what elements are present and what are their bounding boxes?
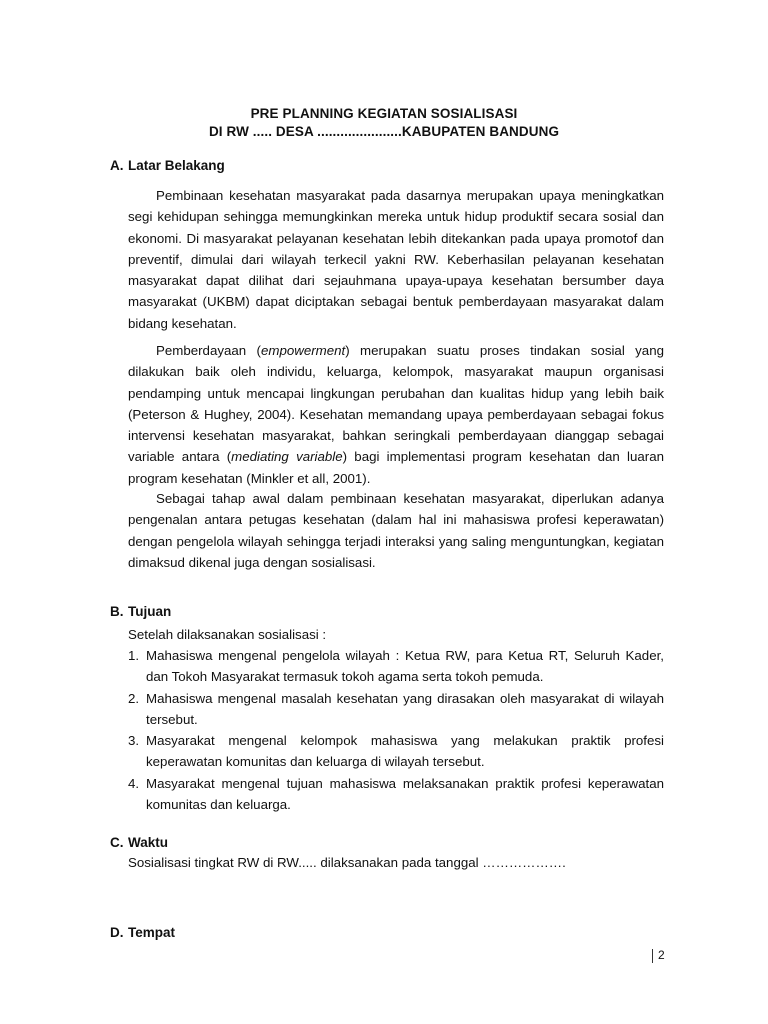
section-a-title: Latar Belakang: [128, 158, 225, 173]
section-d-letter: D.: [110, 925, 124, 940]
section-a-paragraph-3: Sebagai tahap awal dalam pembinaan kesehatan masyarakat, diperlukan adanya pengenalan antara petugas kesehatan (dalam hal ini mahasiswa profesi keperawatan) dengan pengelola wilayah sehingga terjadi interaksi yang saling menguntungkan, kegiatan dimaksud dikenal juga dengan sosialisasi.: [128, 491, 664, 570]
list-item-text: Mahasiswa mengenal pengelola wilayah : Ketua RW, para Ketua RT, Seluruh Kader, dan Tokoh Masyarakat termasuk tokoh agama serta tokoh pemuda.: [146, 648, 664, 685]
page-number: [652, 948, 665, 963]
paragraph-2-text-a: Pemberdayaan (: [156, 343, 261, 358]
list-item: [128, 645, 664, 688]
section-b-heading: [110, 604, 171, 619]
list-item: [128, 730, 664, 773]
objectives-list: [128, 645, 664, 815]
section-c-title: Waktu: [128, 835, 168, 850]
page-number-divider: [652, 949, 653, 963]
paragraph-2-text-b: ) merupakan suatu proses tindakan sosial yang dilakukan baik oleh individu, keluarga, kelompok, masyarakat maupun organisasi pendamping untuk mencapai lingkungan perubahan dan kualitas hidup yang lebih baik (Peterson & Hughey, 2004). Kesehatan memandang upaya pemberdayaan sebagai fokus intervensi kesehatan masyarakat, bahkan seringkali pemberdayaan dianggap sebagai variable antara (: [128, 343, 664, 465]
list-item-number: 1.: [128, 648, 140, 663]
paragraph-2-emphasis-1: empowerment: [261, 343, 346, 358]
list-item-number: 3.: [128, 733, 140, 749]
list-item-number: 2.: [128, 690, 140, 706]
list-item-text: Masyarakat mengenal kelompok mahasiswa yang melakukan praktik profesi keperawatan komunitas dan keluarga di wilayah tersebut.: [146, 733, 664, 770]
document-title: PRE PLANNING KEGIATAN SOSIALISASI: [250, 106, 518, 121]
list-item-text: Mahasiswa mengenal masalah kesehatan yang dirasakan oleh masyarakat di wilayah tersebut.: [146, 690, 664, 727]
section-b-title: Tujuan: [128, 604, 172, 619]
list-item-text: Masyarakat mengenal tujuan mahasiswa melaksanakan praktik profesi keperawatan komunitas dan keluarga.: [146, 775, 664, 813]
section-c-heading: [110, 835, 168, 850]
document-subtitle: DI RW ..... DESA ......................KABUPATEN BANDUNG: [208, 124, 560, 139]
section-a-paragraph-2: [128, 340, 664, 489]
section-c-text: Sosialisasi tingkat RW di RW..... dilaksanakan pada tanggal ……………….: [128, 855, 566, 870]
section-b-letter: B.: [110, 604, 124, 619]
list-item: [128, 688, 664, 731]
section-d-title: Tempat: [128, 925, 176, 940]
section-a-heading: [110, 158, 225, 173]
paragraph-2-emphasis-2: mediating variable: [231, 449, 343, 465]
section-a-letter: A.: [110, 158, 124, 173]
list-item: [128, 773, 664, 816]
section-d-heading: [110, 925, 175, 940]
list-item-number: 4.: [128, 775, 140, 791]
section-a-paragraph-1: Pembinaan kesehatan masyarakat pada dasarnya merupakan upaya meningkatkan segi kehidupan sehingga memungkinkan mereka untuk hidup produktif secara sosial dan ekonomi. Di masyarakat pelayanan kesehatan lebih ditekankan pada upaya promotof dan preventif, dimulai dari wilayah terkecil yakni RW. Keberhasilan pelayanan kesehatan masyarakat dapat dilihat dari sejauhmana upaya-upaya kesehatan bersumber daya masyarakat (UKBM) dapat diciptakan sebagai bentuk pemberdayaan masyarakat dalam bidang kesehatan.: [128, 188, 664, 331]
paragraph-2-text-c: ) bagi implementasi program kesehatan dan luaran program kesehatan (Minkler et all, 2001).: [128, 449, 664, 486]
section-b-intro: Setelah dilaksanakan sosialisasi :: [128, 627, 327, 642]
page-number-value: 2: [658, 948, 665, 962]
section-c-letter: C.: [110, 835, 124, 850]
